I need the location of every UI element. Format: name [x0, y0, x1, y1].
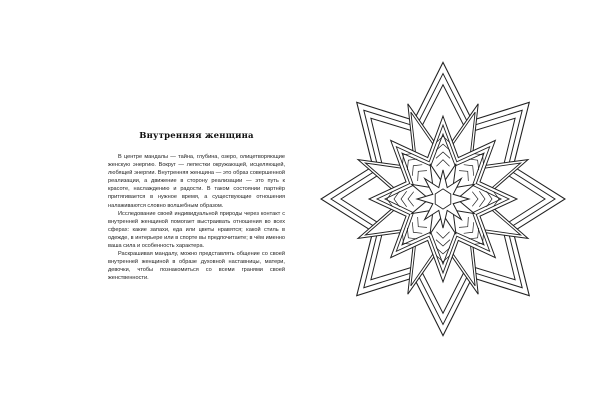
mandala-drawing [321, 62, 565, 335]
mandala-illustration [320, 60, 566, 338]
paragraph-1: В центре мандалы — тайна, глубина, озеро, олицетворяющие женскую энергию. Вокруг — лепестки окружающей, исцеляющей, любящей энергии. Внутренняя женщина — это образ совершенной реализации, а движение в сторону реализации — это путь к красоте, наслаждению и радости. В таком состоянии партнёр притягивается в нужное время, а существующие отношения налаживаются словно волшебным образом. [108, 154, 285, 209]
paragraph-2: Исследование своей индивидуальной природы через контакт с внутренней женщиной помогает выстраивать отношения во всех сферах: какие запахи, еда или цветы нравятся; какой стиль в одежде, в интерьере или в спорте вы предпочитаете; в чём именно ваша сила и особенность характера. [108, 210, 285, 250]
paragraph-3: Раскрашивая мандалу, можно представлять общение со своей внутренней женщиной в образе духовной наставницы, матери, девочки, чтобы познакомиться со всеми гранями своей женственности. [108, 251, 285, 282]
page-title: Внутренняя женщина [139, 131, 254, 141]
text-page [108, 131, 285, 283]
mandala-center-hexagon [435, 189, 451, 209]
